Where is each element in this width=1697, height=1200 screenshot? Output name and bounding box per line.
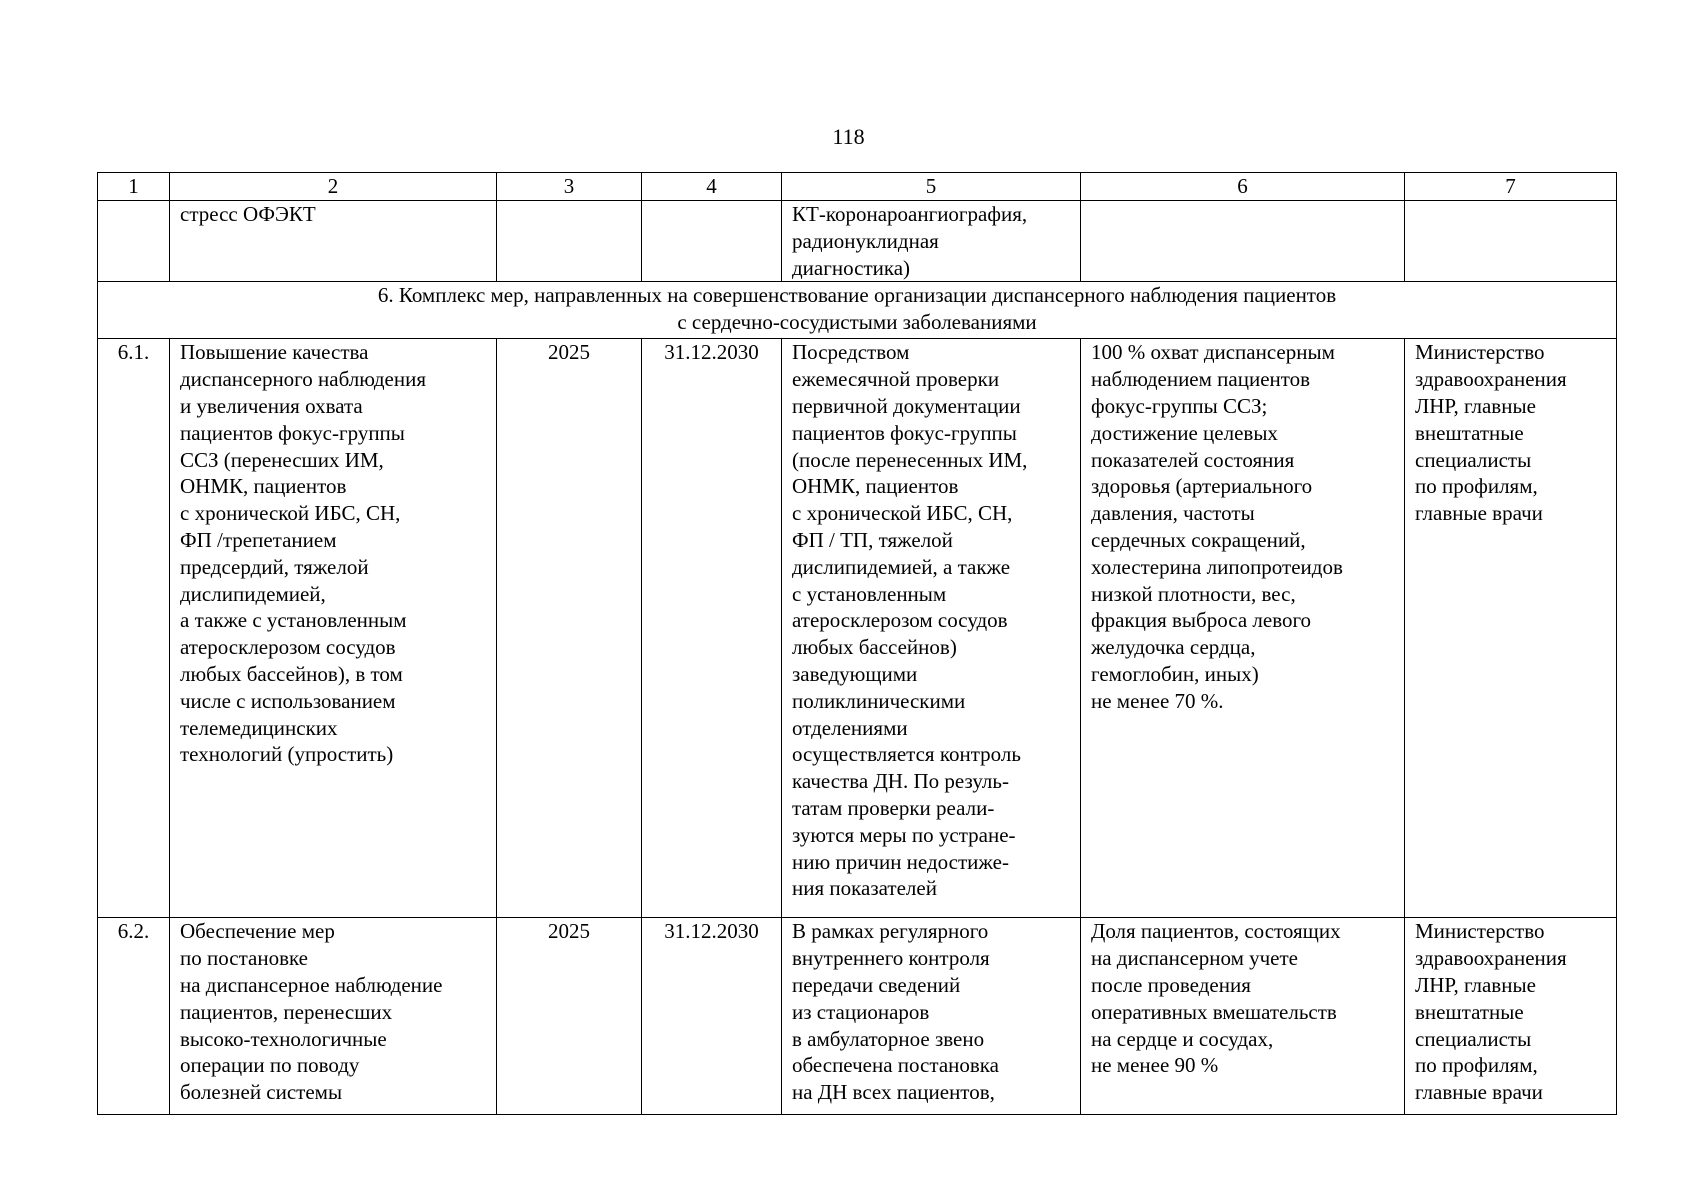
text-line: ОНМК, пациентов: [792, 474, 959, 499]
text-line: на ДН всех пациентов,: [792, 1080, 995, 1105]
text-line: здравоохранения: [1415, 946, 1567, 971]
cont-start-cell: [497, 201, 642, 282]
text-line: а также с установленным: [180, 608, 407, 633]
cont-end-cell: [642, 201, 782, 282]
text-line: ния показателей: [792, 876, 937, 901]
text-line: и увеличения охвата: [180, 393, 363, 418]
row-description: [782, 339, 1081, 918]
text-line: ФП /трепетанием: [180, 527, 337, 552]
text-line: на диспансерное наблюдение: [180, 972, 443, 997]
text-line: атеросклерозом сосудов: [180, 635, 396, 660]
text-line: зуются меры по устране-: [792, 822, 1016, 847]
text-line: Обеспечение мер: [180, 919, 335, 944]
table-row: [98, 918, 1617, 1115]
text-line: из стационаров: [792, 999, 930, 1024]
text-line: поликлиническими: [792, 688, 966, 713]
text-line: КТ-коронароангиография,: [792, 202, 1028, 226]
page-number: 118: [832, 124, 865, 149]
text-line: атеросклерозом сосудов: [792, 608, 1008, 633]
text-line: нию причин недостиже-: [792, 849, 1009, 874]
text-line: ЛНР, главные: [1415, 972, 1536, 997]
text-line: пациентов, перенесших: [180, 999, 393, 1024]
text-line: ФП / ТП, тяжелой: [792, 527, 953, 552]
row-responsible: [1405, 918, 1617, 1115]
row-number: 6.1.: [98, 339, 170, 918]
column-number-4: 4: [642, 173, 782, 201]
text-line: в амбулаторное звено: [792, 1026, 985, 1051]
text-line: по постановке: [180, 946, 308, 971]
text-line: ежемесячной проверки: [792, 367, 1000, 392]
text-line: наблюдением пациентов: [1091, 367, 1311, 392]
text-line: желудочка сердца,: [1091, 635, 1256, 660]
row-number: 6.2.: [98, 918, 170, 1115]
text-line: 100 % охват диспансерным: [1091, 340, 1335, 365]
text-line: показателей состояния: [1091, 447, 1295, 472]
text-line: ССЗ (перенесших ИМ,: [180, 447, 384, 472]
column-number-3: 3: [497, 173, 642, 201]
text-line: фокус-группы ССЗ;: [1091, 393, 1268, 418]
section-heading-row: [98, 282, 1617, 339]
text-line: радионуклидная: [792, 228, 939, 253]
text-line: обеспечена постановка: [792, 1053, 999, 1078]
text-line: заведующими: [792, 661, 918, 686]
row-title: [170, 918, 497, 1115]
text-line: специалисты: [1415, 1026, 1532, 1051]
text-line: оперативных вмешательств: [1091, 999, 1337, 1024]
text-line: диспансерного наблюдения: [180, 367, 426, 392]
text-line: ОНМК, пациентов: [180, 474, 347, 499]
column-number-6: 6: [1081, 173, 1405, 201]
text-line: пациентов фокус-группы: [180, 420, 405, 445]
text-line: качества ДН. По резуль-: [792, 769, 1009, 794]
row-description: [782, 918, 1081, 1115]
text-line: операции по поводу: [180, 1053, 360, 1078]
column-number-2: 2: [170, 173, 497, 201]
text-line: холестерина липопротеидов: [1091, 554, 1343, 579]
table-row: [98, 339, 1617, 918]
text-line: первичной документации: [792, 393, 1021, 418]
text-line: гемоглобин, иных): [1091, 661, 1259, 686]
text-line: (после перенесенных ИМ,: [792, 447, 1028, 472]
row-result: [1081, 339, 1405, 918]
row-responsible: [1405, 339, 1617, 918]
row-end-date: 31.12.2030: [642, 918, 782, 1115]
text-line: стресс ОФЭКТ: [180, 202, 316, 226]
text-line: Доля пациентов, состоящих: [1091, 919, 1341, 944]
text-line: Министерство: [1415, 340, 1545, 365]
text-line: внештатные: [1415, 999, 1524, 1024]
row-start-year: 2025: [497, 918, 642, 1115]
row-result: [1081, 918, 1405, 1115]
section-heading: [98, 282, 1617, 339]
text-line: передачи сведений: [792, 972, 961, 997]
text-line: достижение целевых: [1091, 420, 1278, 445]
cont-responsible-cell: [1405, 201, 1617, 282]
text-line: любых бассейнов): [792, 635, 957, 660]
text-line: на сердце и сосудах,: [1091, 1026, 1274, 1051]
text-line: с хронической ИБС, СН,: [180, 501, 401, 526]
text-line: осуществляется контроль: [792, 742, 1021, 767]
section-heading-line-2: с сердечно-сосудистыми заболеваниями: [677, 310, 1037, 335]
text-line: внутреннего контроля: [792, 946, 990, 971]
text-line: с хронической ИБС, СН,: [792, 501, 1013, 526]
text-line: Министерство: [1415, 919, 1545, 944]
text-line: ЛНР, главные: [1415, 393, 1536, 418]
text-line: любых бассейнов), в том: [180, 661, 403, 686]
text-line: технологий (упростить): [180, 742, 394, 767]
text-line: специалисты: [1415, 447, 1532, 472]
text-line: болезней системы: [180, 1080, 343, 1105]
column-number-5: 5: [782, 173, 1081, 201]
text-line: пациентов фокус-группы: [792, 420, 1017, 445]
text-line: не менее 90 %: [1091, 1053, 1219, 1078]
text-line: дислипидемией,: [180, 581, 326, 606]
row-start-year: 2025: [497, 339, 642, 918]
text-line: по профилям,: [1415, 474, 1538, 499]
cont-result-cell: [1081, 201, 1405, 282]
text-line: по профилям,: [1415, 1053, 1538, 1078]
text-line: низкой плотности, вес,: [1091, 581, 1296, 606]
text-line: татам проверки реали-: [792, 795, 995, 820]
cont-description-cell: [782, 201, 1081, 282]
text-line: высоко-технологичные: [180, 1026, 387, 1051]
text-line: на диспансерном учете: [1091, 946, 1299, 971]
column-number-7: 7: [1405, 173, 1617, 201]
text-line: главные врачи: [1415, 501, 1543, 526]
continuation-row: [98, 201, 1617, 282]
text-line: здравоохранения: [1415, 367, 1567, 392]
column-number-1: 1: [98, 173, 170, 201]
text-line: отделениями: [792, 715, 908, 740]
row-end-date: 31.12.2030: [642, 339, 782, 918]
text-line: главные врачи: [1415, 1080, 1543, 1105]
text-line: давления, частоты: [1091, 501, 1255, 526]
text-line: числе с использованием: [180, 688, 396, 713]
text-line: не менее 70 %.: [1091, 688, 1224, 713]
text-line: Повышение качества: [180, 340, 369, 365]
text-line: здоровья (артериального: [1091, 474, 1313, 499]
text-line: предсердий, тяжелой: [180, 554, 369, 579]
row-title: [170, 339, 497, 918]
text-line: с установленным: [792, 581, 947, 606]
text-line: телемедицинских: [180, 715, 338, 740]
text-line: сердечных сокращений,: [1091, 527, 1306, 552]
text-line: дислипидемией, а также: [792, 554, 1011, 579]
text-line: внештатные: [1415, 420, 1524, 445]
text-line: В рамках регулярного: [792, 919, 989, 944]
cont-title-cell: [170, 201, 497, 282]
measures-table: [97, 172, 1617, 1115]
section-heading-line-1: 6. Комплекс мер, направленных на совершенствование организации диспансерного наблюдения пациентов: [377, 283, 1337, 308]
text-line: фракция выброса левого: [1091, 608, 1312, 633]
cont-num-cell: [98, 201, 170, 282]
text-line: диагностика): [792, 255, 911, 280]
text-line: Посредством: [792, 340, 910, 365]
column-number-header-row: [98, 173, 1617, 201]
text-line: после проведения: [1091, 972, 1251, 997]
